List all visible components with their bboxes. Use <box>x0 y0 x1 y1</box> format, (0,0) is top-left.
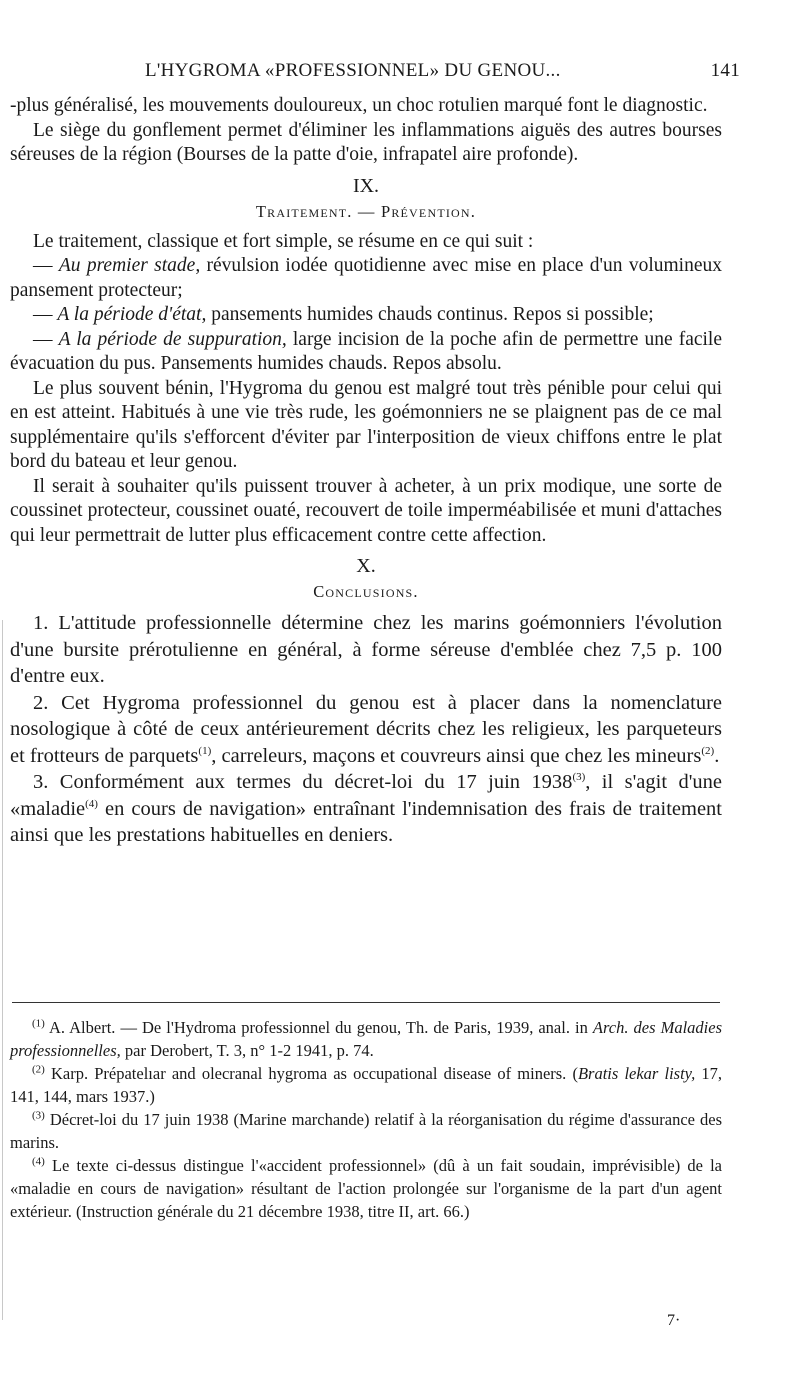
footnote-ref: (4) <box>85 797 98 810</box>
footnote-ref: (2) <box>701 744 715 757</box>
treatment-item: — A la période d'état, pansements humides chauds continus. Repos si possible; <box>33 304 654 325</box>
running-header <box>145 60 740 88</box>
conclusion-2: 2. Cet Hygroma professionnel du genou est à placer dans la nomenclature nosologique à côté de ceux antérieurement décrits chez les religieux, les parqueteurs et frotteurs de parquets$^{(1)}$, carreleurs, maçons et couvreurs ainsi que chez les mineurs$^{(2)}$. <box>10 691 722 767</box>
treatment-item: — A la période de suppuration, large incision de la poche afin de permettre une facile évacuation du pus. Pansements humides chauds. Repos absolu. <box>10 328 722 374</box>
folio-mark: 7· <box>667 1312 681 1329</box>
section-ix-number: IX. <box>352 174 380 197</box>
section-ix-title: Traitement. — Prévention. <box>255 201 477 221</box>
treatment-item: — Au premier stade, révulsion iodée quotidienne avec mise en place d'un volumineux pansement protecteur; <box>10 255 723 301</box>
section-x-number: X. <box>356 555 376 577</box>
footnotes <box>10 1016 722 1223</box>
conclusion-1: 1. L'attitude professionnelle détermine chez les marins goémonniers l'évolution d'une bursite prérotulienne en général, à forme séreuse d'emblée chez 7,5 p. 100 d'entre eux. <box>10 612 722 687</box>
section-x-title: Conclusions. <box>313 582 419 601</box>
footnote-4: $^{(4)}$ Le texte ci-dessus distingue l'«accident professionnel» (dû à un fait soudain, imprévisible) de la «maladie en cours de navigation» résultant de l'action prolongée sur l'organisme de la part d'un agent extérieur. (Instruction générale du 21 décembre 1938, titre II, art. 66.) <box>10 1155 722 1221</box>
footnote-2: $^{(2)}$ Karp. Prépatelıar and olecranal hygroma as occupational disease of miners. (Bratis lekar listy, 17, 141, 144, mars 1937.) <box>10 1063 722 1106</box>
footnote-ref: (1) <box>198 744 212 757</box>
treatment-item-label: A la période de suppuration, <box>58 328 287 350</box>
footnote-ref: (3) <box>572 771 586 784</box>
treatment-item-label: Au premier stade, <box>58 255 201 276</box>
conclusion-3: 3. Conformément aux termes du décret-loi du 17 juin 1938$^{(3)}$, il s'agit d'une «maladie$^{(4)}$ en cours de navigation» entraînant l'indemnisation des frais de traitement ainsi que les prestations habituelles en deniers. <box>10 771 722 846</box>
body-text <box>10 94 722 849</box>
footnote-divider <box>12 1002 720 1003</box>
paragraph-benin: Le plus souvent bénin, l'Hygroma du genou est malgré tout très pénible pour celui qui en est atteint. Habitués à une vie très rude, les goémonniers ne se plaignent pas de ce mal supplémentaire qu'ils s'efforcent d'éviter par l'interposition de vieux chiffons entre le plat bord du bateau et leur genou. <box>10 377 722 472</box>
scan-edge <box>2 620 3 1320</box>
footnote-3: $^{(3)}$ Décret-loi du 17 juin 1938 (Marine marchande) relatif à la réorganisation du régime d'assurance des marins. <box>10 1109 722 1152</box>
treatment-item-label: A la période d'état, <box>57 304 207 325</box>
paragraph-siege: Le siège du gonflement permet d'éliminer les inflammations aiguës des autres bourses séreuses de la région (Bourses de la patte d'oie, infrapatel aire profonde). <box>10 119 722 165</box>
paragraph-coussinet: Il serait à souhaiter qu'ils puissent trouver à acheter, à un prix modique, une sorte de coussinet protecteur, coussinet ouaté, recouvert de toile imperméabilisée et muni d'attaches qui leur permettrait de lutter plus efficacement contre cette affection. <box>10 475 722 546</box>
header-title: L'HYGROMA «PROFESSIONNEL» DU GENOU... <box>145 60 561 81</box>
footnote-1: $^{(1)}$ A. Albert. — De l'Hydroma professionnel du genou, Th. de Paris, 1939, anal. in Arch. des Maladies professionnelles, par Derobert, T. 3, n° 1-2 1941, p. 74. <box>10 1017 722 1060</box>
paragraph-diagnostic: -plus généralisé, les mouvements douloureux, un choc rotulien marqué font le diagnostic. <box>10 95 708 116</box>
page-number: 141 <box>710 60 740 81</box>
treatment-intro: Le traitement, classique et fort simple, se résume en ce qui suit : <box>33 230 534 252</box>
